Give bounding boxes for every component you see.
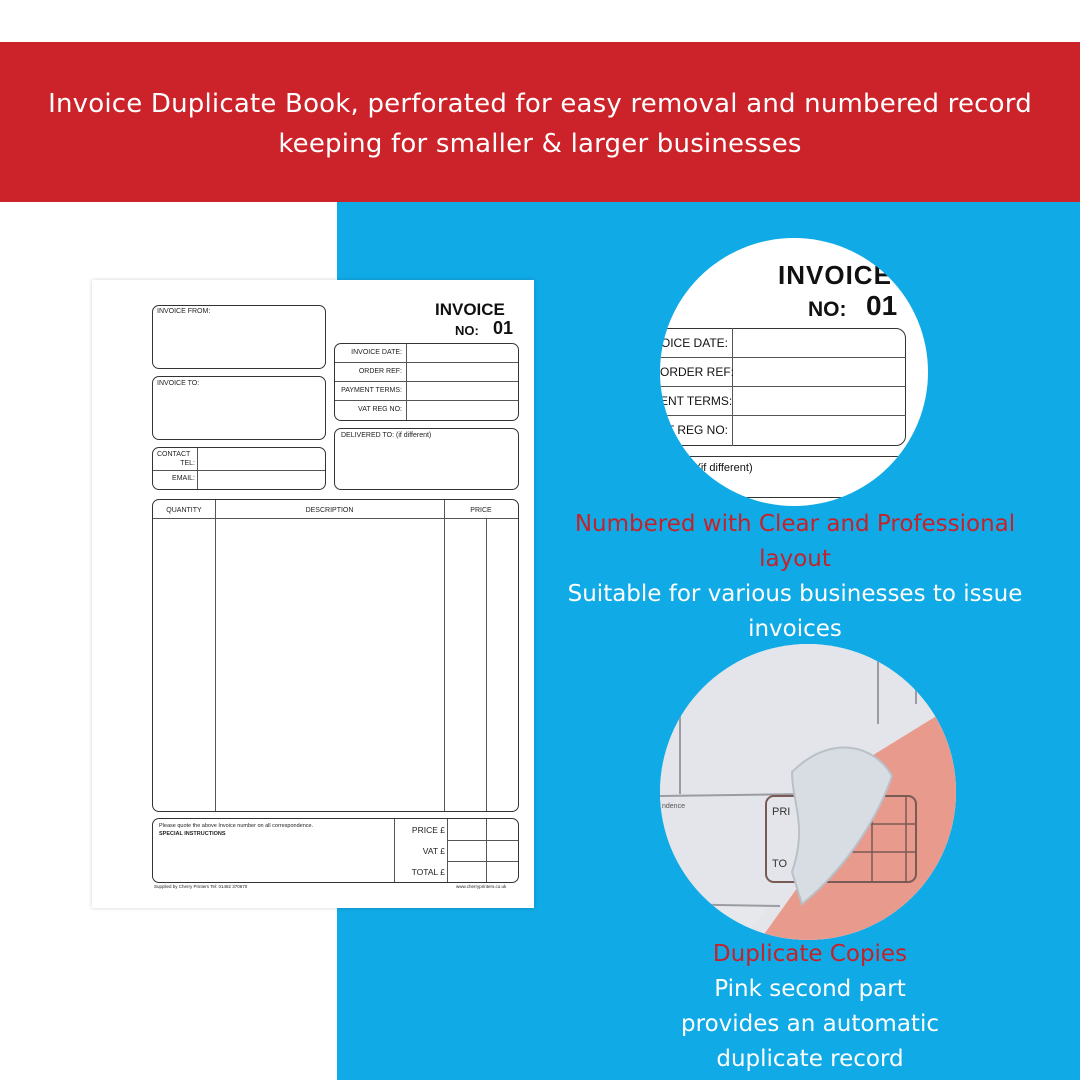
grand-total-label: TOTAL £ — [411, 867, 445, 877]
quantity-column-divider — [215, 500, 216, 811]
totals-amount-divider — [447, 819, 448, 882]
price-pence-divider — [486, 518, 487, 811]
duplicate-caption — [620, 937, 1000, 1077]
zoom-label-payment-terms: ENT TERMS: — [660, 394, 733, 408]
details-divider-1 — [335, 362, 518, 363]
invoice-from-label: INVOICE FROM: — [157, 308, 211, 315]
invoice-number: 01 — [493, 318, 514, 338]
banner-line-2: keeping for smaller & larger businesses — [278, 129, 802, 159]
table-header-divider — [153, 518, 518, 519]
details-divider-2 — [335, 381, 518, 382]
numbered-body-line-1: Suitable for various businesses to issue — [567, 581, 1023, 607]
invoice-date-label: INVOICE DATE: — [351, 349, 402, 356]
delivered-to-label: DELIVERED TO: (if different) — [341, 432, 432, 439]
description-column-divider — [444, 500, 445, 811]
zoom-delivered-label: TO: (if different) — [676, 462, 753, 474]
invoice-from-box — [152, 305, 326, 369]
vat-reg-label: VAT REG NO: — [358, 406, 402, 413]
quantity-column-header: QUANTITY — [166, 507, 202, 514]
numbered-caption — [540, 507, 1050, 647]
payment-terms-label: PAYMENT TERMS: — [341, 387, 402, 394]
quote-note: Please quote the above Invoice number on all correspondence. — [159, 823, 314, 829]
invoice-details-box — [334, 343, 519, 421]
invoice-to-label: INVOICE TO: — [157, 380, 200, 387]
fragment-total: TO — [772, 858, 788, 870]
email-label: EMAIL: — [172, 475, 195, 482]
totals-row-divider-1 — [447, 840, 518, 841]
special-instructions-label: SPECIAL INSTRUCTIONS — [159, 831, 226, 837]
invoice-title: INVOICE — [435, 300, 505, 319]
contact-divider — [153, 470, 325, 471]
details-divider-3 — [335, 400, 518, 401]
zoom-divider-1 — [660, 357, 906, 358]
tel-label: TEL: — [180, 460, 195, 467]
supplier-footer: Supplied by Cherry Printers Tel: 01482 370670 — [154, 884, 248, 889]
numbered-heading-line-2: layout — [759, 546, 831, 572]
contact-box — [152, 447, 326, 490]
duplicate-body-line-2: provides an automatic — [681, 1011, 939, 1037]
duplicate-body-line-1: Pink second part — [714, 976, 906, 1002]
duplicate-body-line-3: duplicate record — [716, 1046, 904, 1072]
vat-total-label: VAT £ — [422, 846, 445, 856]
zoom-divider-2 — [660, 386, 906, 387]
totals-box — [152, 818, 519, 883]
zoom-label-order-ref: ORDER REF: — [660, 365, 735, 379]
fragment-price: PRI — [772, 806, 791, 818]
duplicate-heading: Duplicate Copies — [712, 941, 908, 967]
invoice-no-label: NO: — [455, 323, 479, 338]
zoom-label-vat-reg: T REG NO: — [666, 423, 728, 437]
website-footer: www.cherryprinters.co.uk — [456, 884, 507, 889]
duplicate-zoom-circle — [660, 644, 956, 940]
zoom-invoice-number: 01 — [866, 290, 898, 321]
delivered-to-box — [334, 428, 519, 490]
zoom-no-label: NO: — [808, 298, 847, 321]
zoom-invoice-title: INVOICE — [778, 260, 892, 290]
zoom-divider-3 — [660, 415, 906, 416]
duplicate-copy-illustration — [660, 644, 956, 940]
zoom-label-invoice-date: OICE DATE: — [660, 336, 728, 350]
line-items-table — [152, 499, 519, 812]
contact-column-divider — [197, 448, 198, 489]
numbered-body-line-2: invoices — [748, 616, 842, 642]
order-ref-label: ORDER REF: — [358, 368, 402, 375]
invoice-to-box — [152, 376, 326, 440]
price-column-header: PRICE — [470, 507, 492, 514]
contact-label: CONTACT — [157, 451, 191, 458]
description-column-header: DESCRIPTION — [305, 507, 354, 514]
totals-pence-divider — [486, 819, 487, 882]
zoom-column-divider — [732, 328, 733, 446]
invoice-sheet — [92, 280, 534, 908]
fragment-correspondence: ndence — [662, 803, 685, 810]
totals-row-divider-2 — [447, 861, 518, 862]
price-total-label: PRICE £ — [411, 825, 445, 835]
numbered-zoom-circle — [660, 238, 928, 506]
banner-line-1: Invoice Duplicate Book, perforated for easy removal and numbered record — [48, 89, 1032, 119]
numbered-heading-line-1: Numbered with Clear and Professional — [574, 511, 1016, 537]
details-column-divider — [406, 344, 407, 420]
banner-headline — [0, 84, 1080, 164]
